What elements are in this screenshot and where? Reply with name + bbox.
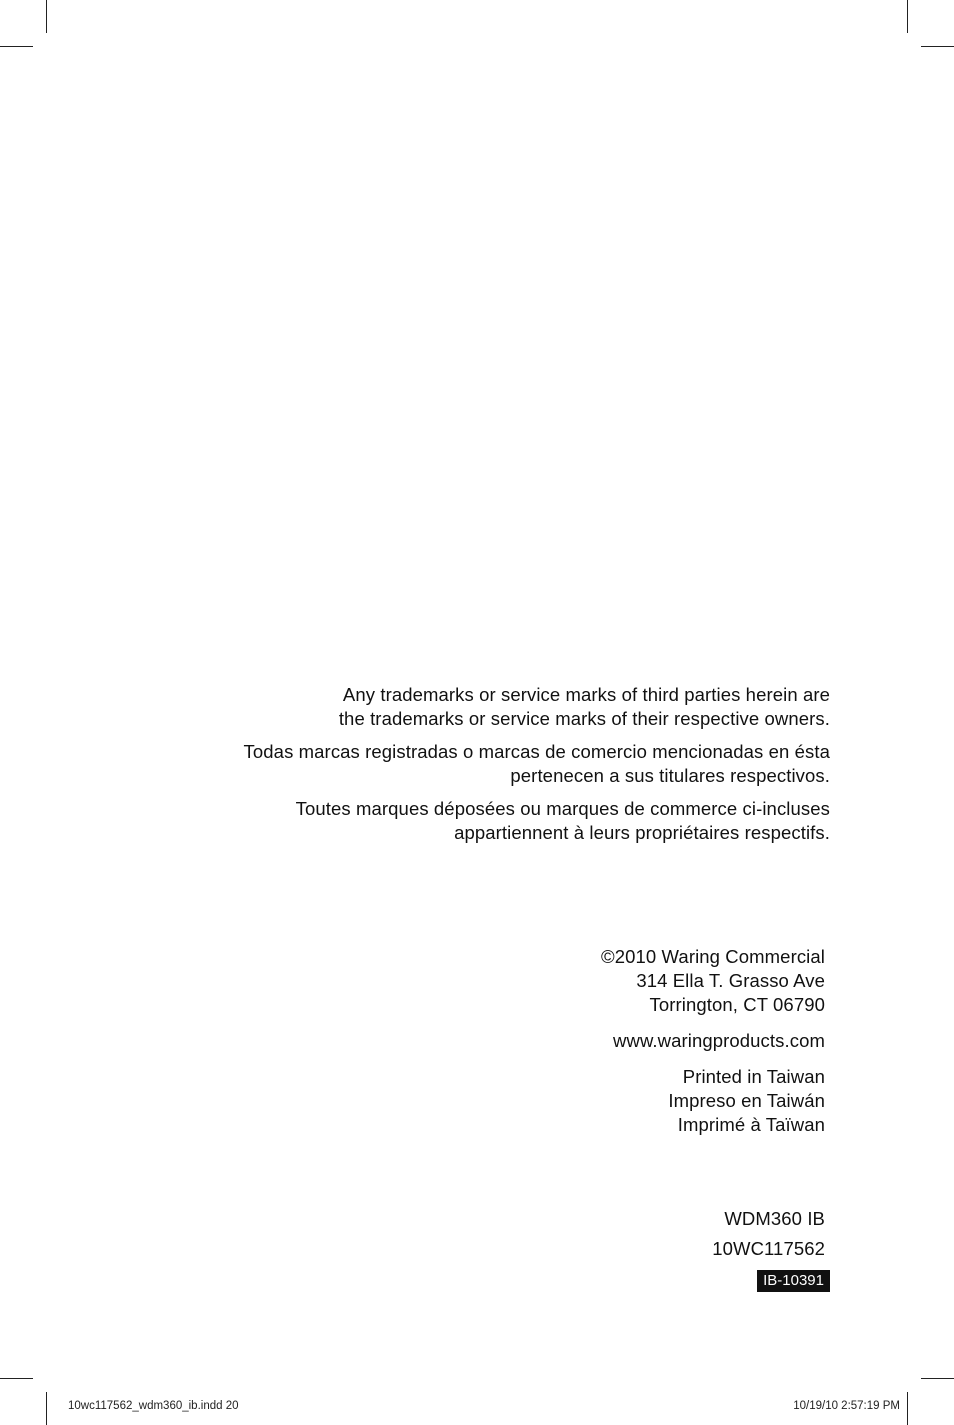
ib-number-badge: IB-10391 (757, 1270, 830, 1292)
address-city: Torrington, CT 06790 (649, 994, 825, 1015)
copyright-line: ©2010 Waring Commercial (601, 946, 825, 967)
slug-timestamp: 10/19/10 2:57:19 PM (793, 1400, 900, 1412)
address-street: 314 Ella T. Grasso Ave (636, 970, 825, 991)
crop-mark-top-right-vertical (907, 0, 908, 33)
printed-in-english: Printed in Taiwan (682, 1066, 825, 1087)
notice-line: Any trademarks or service marks of third parties herein are (342, 684, 830, 705)
company-contact (601, 945, 825, 1137)
crop-mark-top-left-vertical (46, 0, 47, 33)
crop-mark-bottom-right-vertical (907, 1392, 908, 1425)
crop-mark-bottom-right-horizontal (921, 1378, 954, 1379)
crop-mark-top-left-horizontal (0, 46, 33, 47)
part-number: 10WC117562 (712, 1238, 825, 1259)
notice-line: the trademarks or service marks of their respective owners. (338, 708, 830, 729)
trademark-notices (244, 683, 830, 854)
crop-mark-bottom-left-vertical (46, 1392, 47, 1425)
website-link[interactable]: www.waringproducts.com (613, 1030, 825, 1051)
crop-mark-top-right-horizontal (921, 46, 954, 47)
printed-in-spanish: Impreso en Taiwán (668, 1090, 825, 1111)
trademark-notice-english (244, 683, 830, 731)
slug-file-name: 10wc117562_wdm360_ib.indd 20 (68, 1400, 239, 1412)
notice-line: Todas marcas registradas o marcas de comercio mencionadas en ésta (243, 741, 830, 762)
model-code: WDM360 IB (724, 1208, 825, 1229)
notice-line: appartiennent à leurs propriétaires respectifs. (454, 822, 830, 843)
printed-in-french: Imprimé à Taïwan (677, 1114, 825, 1135)
trademark-notice-french (244, 797, 830, 845)
crop-mark-bottom-left-horizontal (0, 1378, 33, 1379)
trademark-notice-spanish (244, 740, 830, 788)
notice-line: pertenecen a sus titulares respectivos. (510, 765, 830, 786)
product-codes (712, 1207, 825, 1267)
notice-line: Toutes marques déposées ou marques de commerce ci-incluses (295, 798, 830, 819)
